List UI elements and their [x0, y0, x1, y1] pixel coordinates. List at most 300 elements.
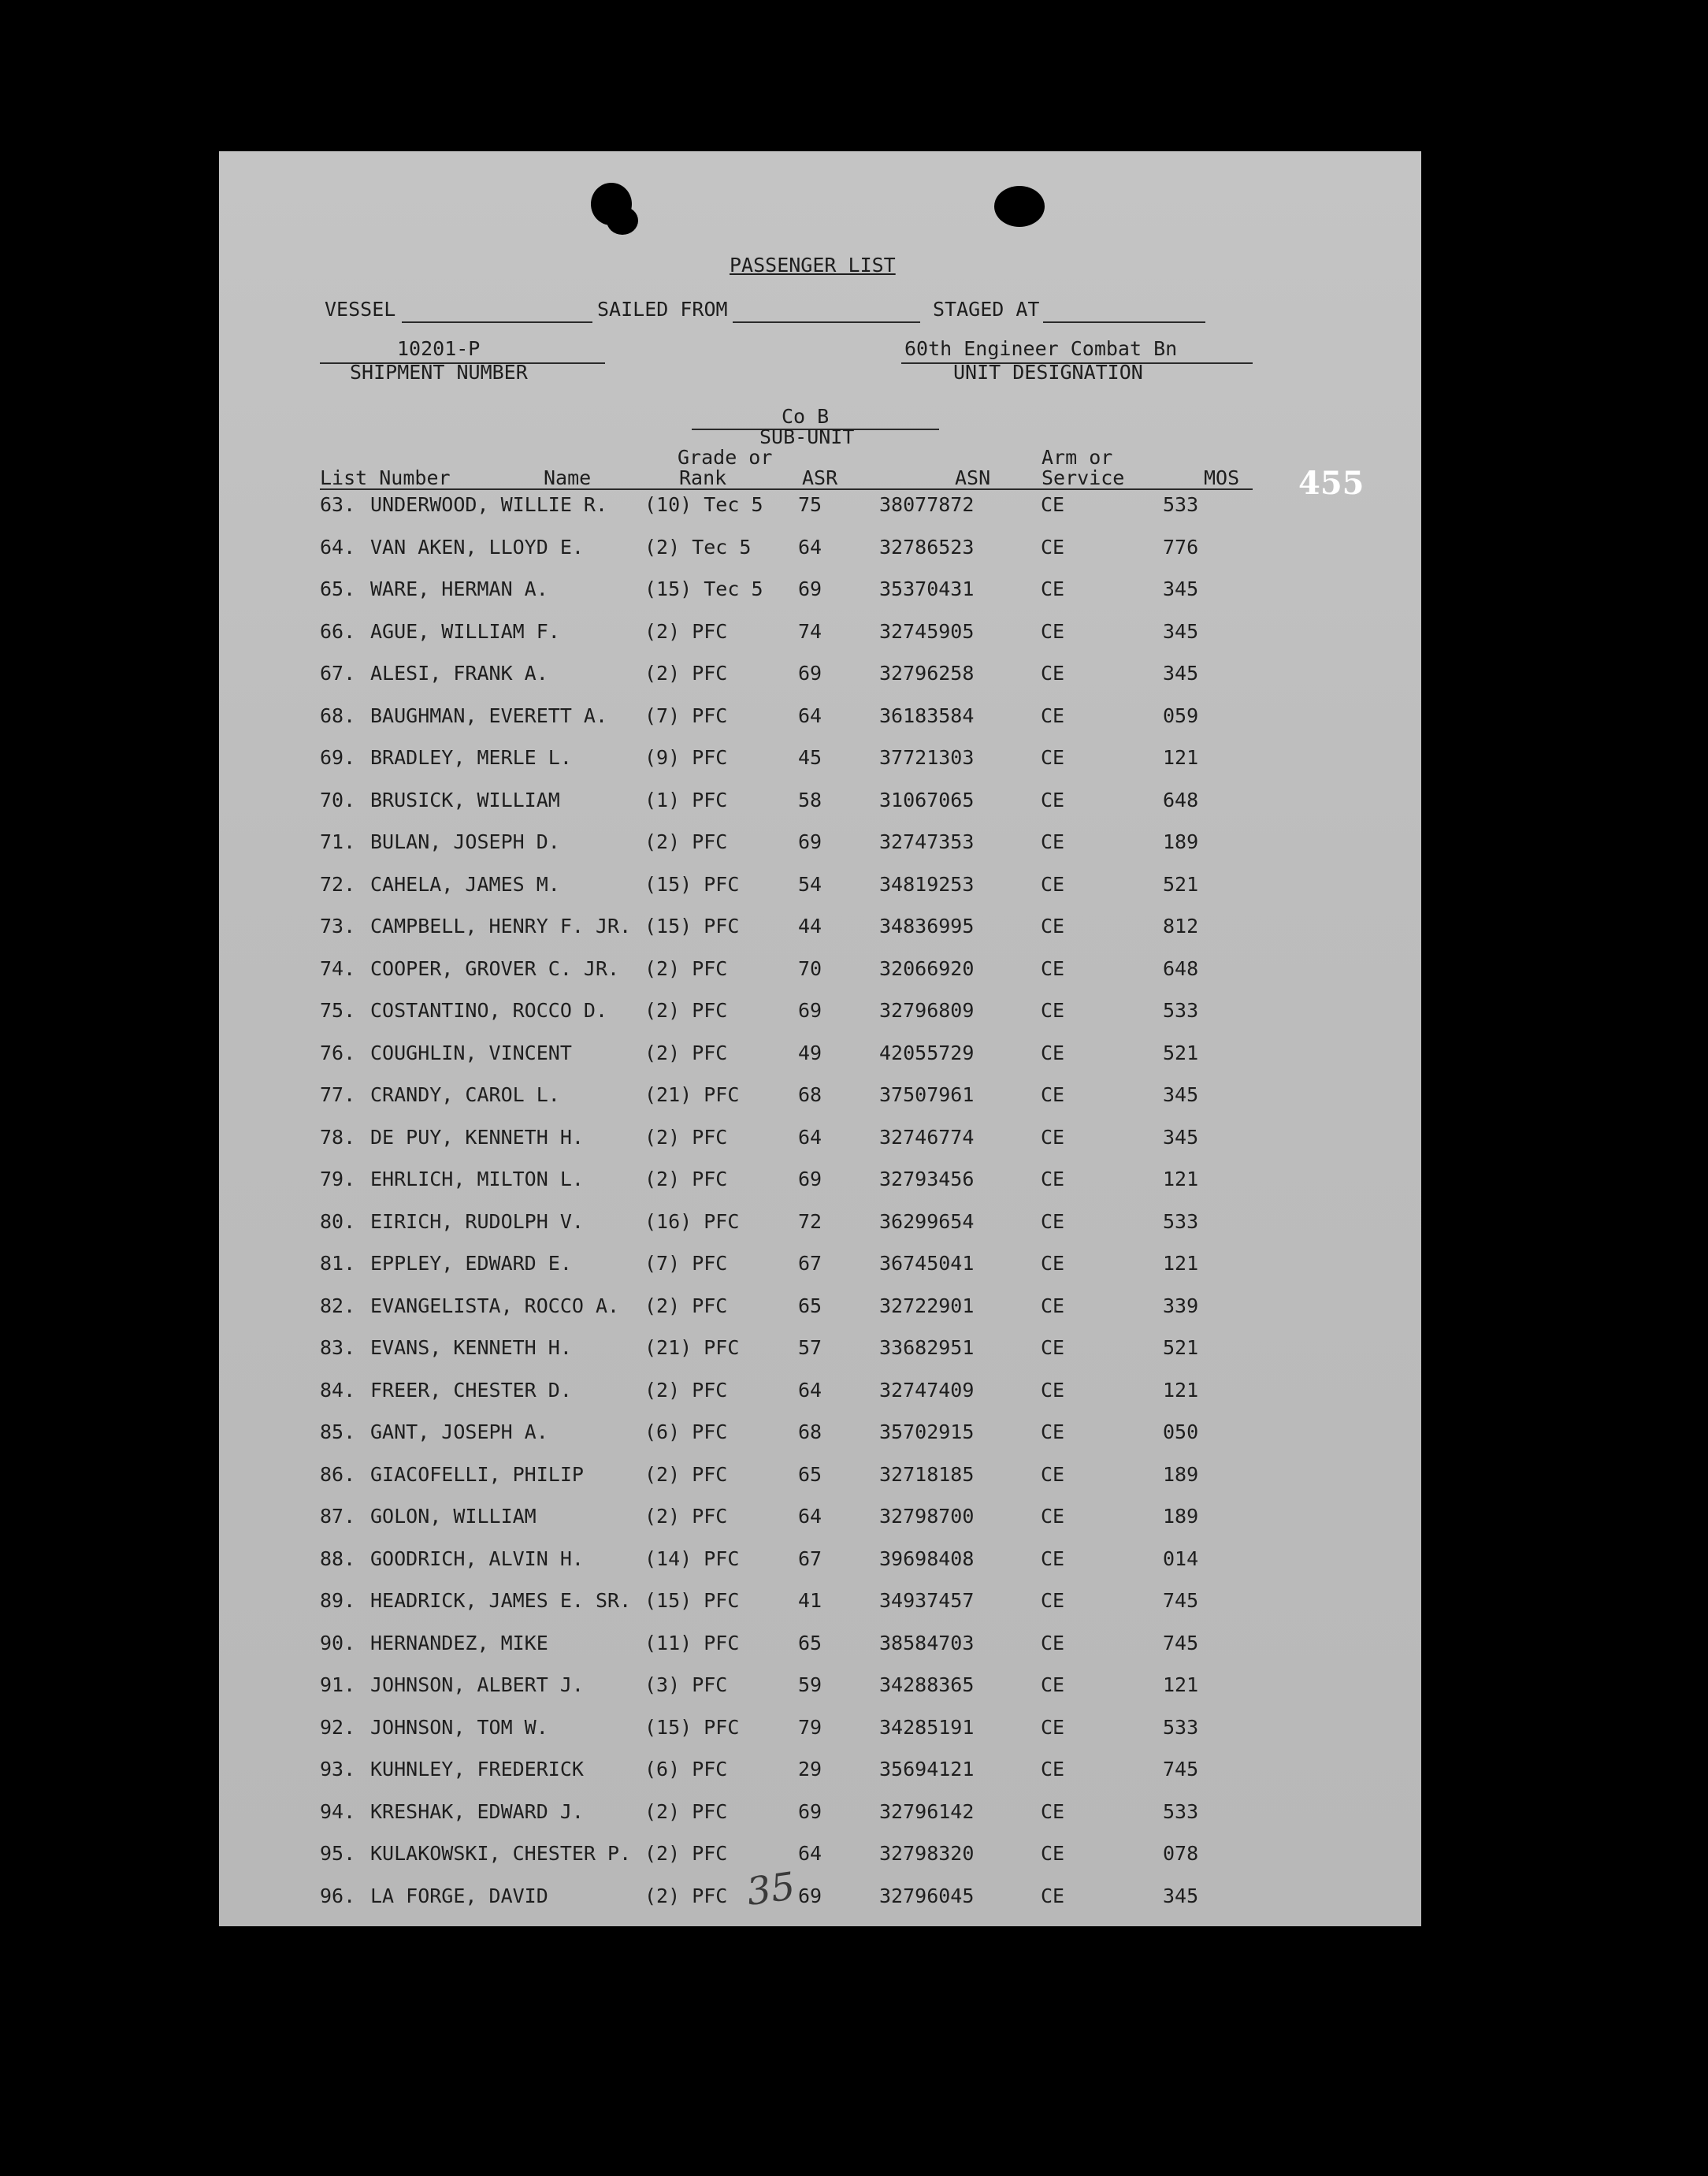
asn-cell: 34819253 [879, 872, 975, 896]
list-number-cell: 67. [320, 662, 356, 685]
mos-cell: 533 [1163, 1209, 1199, 1233]
mos-cell: 345 [1163, 619, 1199, 643]
asr-cell: 44 [798, 915, 822, 938]
passenger-name-cell: EVANS, KENNETH H. [370, 1336, 572, 1359]
passenger-name-cell: FREER, CHESTER D. [370, 1378, 572, 1402]
sub-unit-label: SUB-UNIT [759, 425, 855, 448]
asn-cell: 33682951 [879, 1336, 975, 1359]
asn-cell: 32745905 [879, 619, 975, 643]
asn-cell: 32746774 [879, 1125, 975, 1149]
grade-cell: (21) PFC [644, 1083, 740, 1106]
list-number-cell: 65. [320, 577, 356, 600]
passenger-name-cell: HEADRICK, JAMES E. SR. [370, 1589, 632, 1612]
arm-service-cell: CE [1041, 1631, 1065, 1654]
asr-cell: 69 [798, 1168, 822, 1190]
arm-service-cell: CE [1041, 1294, 1065, 1317]
header-name: Name [544, 466, 592, 489]
arm-service-cell: CE [1041, 1758, 1065, 1781]
mos-cell: 059 [1163, 704, 1199, 727]
asn-cell: 37721303 [879, 746, 975, 769]
grade-cell: (10) Tec 5 [644, 493, 763, 516]
header-asn: ASN [955, 466, 991, 489]
passenger-name-cell: BRUSICK, WILLIAM [370, 788, 560, 811]
arm-service-cell: CE [1041, 1252, 1065, 1275]
list-number-cell: 90. [320, 1631, 356, 1654]
grade-cell: (11) PFC [644, 1631, 740, 1654]
asr-cell: 69 [798, 1799, 822, 1823]
table-row [219, 577, 1421, 609]
mos-cell: 533 [1163, 1715, 1199, 1739]
asr-cell: 64 [798, 535, 822, 559]
asr-cell: 75 [798, 493, 822, 516]
asr-cell: 64 [798, 1505, 822, 1528]
handwritten-note: 35 [744, 1864, 798, 1914]
table-row [219, 1885, 1421, 1916]
grade-cell: (2) PFC [644, 1799, 728, 1823]
passenger-name-cell: COOPER, GROVER C. JR. [370, 956, 620, 980]
table-row [219, 1632, 1421, 1663]
mos-cell: 345 [1163, 577, 1199, 600]
asr-cell: 65 [798, 1294, 822, 1317]
asn-cell: 36183584 [879, 704, 975, 727]
arm-service-cell: CE [1041, 1125, 1065, 1149]
list-number-cell: 80. [320, 1209, 356, 1233]
list-number-cell: 84. [320, 1378, 356, 1402]
grade-cell: (2) PFC [644, 1842, 728, 1865]
arm-service-cell: CE [1041, 662, 1065, 685]
passenger-name-cell: COSTANTINO, ROCCO D. [370, 999, 608, 1022]
asn-cell: 31067065 [879, 788, 975, 811]
asr-cell: 79 [798, 1715, 822, 1739]
asr-cell: 64 [798, 704, 822, 727]
arm-service-cell: CE [1041, 1041, 1065, 1064]
list-number-cell: 83. [320, 1336, 356, 1359]
passenger-name-cell: WARE, HERMAN A. [370, 577, 548, 600]
passenger-name-cell: JOHNSON, TOM W. [370, 1715, 548, 1739]
list-number-cell: 82. [320, 1294, 356, 1317]
mos-cell: 648 [1163, 956, 1199, 980]
list-number-cell: 85. [320, 1420, 356, 1443]
asr-cell: 64 [798, 1125, 822, 1149]
list-number-cell: 94. [320, 1799, 356, 1823]
table-row [219, 620, 1421, 652]
arm-service-cell: CE [1041, 1715, 1065, 1739]
shipment-number-label: SHIPMENT NUMBER [350, 361, 528, 384]
arm-service-cell: CE [1041, 1799, 1065, 1823]
table-row [219, 999, 1421, 1030]
table-row [219, 536, 1421, 567]
arm-service-cell: CE [1041, 1842, 1065, 1865]
list-number-cell: 89. [320, 1589, 356, 1612]
table-row [219, 1800, 1421, 1832]
list-number-cell: 78. [320, 1125, 356, 1149]
passenger-name-cell: AGUE, WILLIAM F. [370, 619, 560, 643]
mos-cell: 121 [1163, 1168, 1199, 1190]
grade-cell: (2) PFC [644, 1294, 728, 1317]
grade-cell: (15) PFC [644, 915, 740, 938]
grade-cell: (15) PFC [644, 1589, 740, 1612]
asn-cell: 35694121 [879, 1758, 975, 1781]
grade-cell: (2) PFC [644, 999, 728, 1022]
list-number-cell: 79. [320, 1168, 356, 1190]
list-number-cell: 75. [320, 999, 356, 1022]
mos-cell: 533 [1163, 493, 1199, 516]
list-number-cell: 81. [320, 1252, 356, 1275]
asn-cell: 36299654 [879, 1209, 975, 1233]
asn-cell: 35370431 [879, 577, 975, 600]
mos-cell: 014 [1163, 1547, 1199, 1570]
asr-cell: 67 [798, 1547, 822, 1570]
passenger-name-cell: VAN AKEN, LLOYD E. [370, 535, 584, 559]
passenger-name-cell: LA FORGE, DAVID [370, 1884, 548, 1907]
table-row [219, 1716, 1421, 1747]
list-number-cell: 77. [320, 1083, 356, 1106]
list-number-cell: 93. [320, 1758, 356, 1781]
asn-cell: 32718185 [879, 1462, 975, 1486]
grade-cell: (2) PFC [644, 830, 728, 853]
passenger-name-cell: ALESI, FRANK A. [370, 662, 548, 685]
mos-cell: 533 [1163, 1799, 1199, 1823]
staged-at-line [1043, 321, 1205, 323]
header-underline [320, 488, 1253, 490]
mos-cell: 189 [1163, 830, 1199, 853]
asr-cell: 74 [798, 619, 822, 643]
asn-cell: 32747409 [879, 1378, 975, 1402]
shipment-number-value: 10201-P [397, 337, 481, 360]
grade-cell: (14) PFC [644, 1547, 740, 1570]
table-row [219, 1758, 1421, 1789]
table-row [219, 746, 1421, 778]
grade-cell: (2) PFC [644, 956, 728, 980]
mos-cell: 121 [1163, 1252, 1199, 1275]
asn-cell: 32798320 [879, 1842, 975, 1865]
asr-cell: 72 [798, 1209, 822, 1233]
arm-service-cell: CE [1041, 493, 1065, 516]
table-row [219, 1673, 1421, 1705]
table-row [219, 873, 1421, 904]
table-row [219, 1083, 1421, 1115]
passenger-name-cell: EIRICH, RUDOLPH V. [370, 1209, 584, 1233]
punch-hole-right [994, 186, 1045, 227]
grade-cell: (2) PFC [644, 1462, 728, 1486]
unit-designation-value: 60th Engineer Combat Bn [904, 337, 1178, 360]
asn-cell: 32796142 [879, 1799, 975, 1823]
table-row [219, 1379, 1421, 1410]
mos-cell: 776 [1163, 535, 1199, 559]
asn-cell: 32747353 [879, 830, 975, 853]
list-number-cell: 91. [320, 1673, 356, 1696]
asn-cell: 32796809 [879, 999, 975, 1022]
asr-cell: 49 [798, 1041, 822, 1064]
list-number-cell: 64. [320, 535, 356, 559]
passenger-name-cell: CRANDY, CAROL L. [370, 1083, 560, 1106]
mos-cell: 648 [1163, 788, 1199, 811]
asn-cell: 38584703 [879, 1631, 975, 1654]
arm-service-cell: CE [1041, 1083, 1065, 1106]
arm-service-cell: CE [1041, 1462, 1065, 1486]
passenger-name-cell: EPPLEY, EDWARD E. [370, 1252, 572, 1275]
mos-cell: 121 [1163, 746, 1199, 769]
mos-cell: 745 [1163, 1631, 1199, 1654]
grade-cell: (3) PFC [644, 1673, 728, 1696]
mos-cell: 521 [1163, 1336, 1199, 1359]
grade-cell: (2) PFC [644, 1505, 728, 1528]
grade-cell: (7) PFC [644, 1252, 728, 1275]
list-number-cell: 87. [320, 1505, 356, 1528]
arm-service-cell: CE [1041, 956, 1065, 980]
asn-cell: 32786523 [879, 535, 975, 559]
asr-cell: 59 [798, 1673, 822, 1696]
arm-service-cell: CE [1041, 872, 1065, 896]
table-row [219, 1505, 1421, 1536]
grade-cell: (2) PFC [644, 1125, 728, 1149]
table-row [219, 1252, 1421, 1283]
asn-cell: 32796045 [879, 1884, 975, 1907]
asr-cell: 65 [798, 1631, 822, 1654]
mos-cell: 745 [1163, 1758, 1199, 1781]
header-grade-line1: Grade or [678, 446, 773, 469]
table-row [219, 1463, 1421, 1495]
asr-cell: 64 [798, 1842, 822, 1865]
mos-cell: 345 [1163, 1083, 1199, 1106]
table-row [219, 1126, 1421, 1157]
mos-cell: 121 [1163, 1673, 1199, 1696]
passenger-name-cell: HERNANDEZ, MIKE [370, 1631, 548, 1654]
passenger-name-cell: EVANGELISTA, ROCCO A. [370, 1294, 620, 1317]
asr-cell: 69 [798, 830, 822, 853]
list-number-cell: 92. [320, 1715, 356, 1739]
mos-cell: 078 [1163, 1842, 1199, 1865]
mos-cell: 189 [1163, 1505, 1199, 1528]
passenger-name-cell: GOLON, WILLIAM [370, 1505, 537, 1528]
grade-cell: (2) PFC [644, 1378, 728, 1402]
passenger-name-cell: BRADLEY, MERLE L. [370, 746, 572, 769]
passenger-name-cell: JOHNSON, ALBERT J. [370, 1673, 584, 1696]
list-number-cell: 63. [320, 493, 356, 516]
table-row [219, 704, 1421, 736]
list-number-cell: 73. [320, 915, 356, 938]
asr-cell: 67 [798, 1252, 822, 1275]
passenger-name-cell: KUHNLEY, FREDERICK [370, 1758, 584, 1781]
grade-cell: (2) PFC [644, 1884, 728, 1907]
sailed-from-label: SAILED FROM [597, 298, 728, 321]
grade-cell: (2) PFC [644, 1168, 728, 1190]
asn-cell: 34836995 [879, 915, 975, 938]
table-row [219, 1294, 1421, 1326]
asr-cell: 58 [798, 788, 822, 811]
asn-cell: 39698408 [879, 1547, 975, 1570]
asr-cell: 68 [798, 1083, 822, 1106]
asr-cell: 57 [798, 1336, 822, 1359]
asr-cell: 70 [798, 956, 822, 980]
arm-service-cell: CE [1041, 788, 1065, 811]
header-asr: ASR [802, 466, 838, 489]
passenger-name-cell: GOODRICH, ALVIN H. [370, 1547, 584, 1570]
list-number-cell: 96. [320, 1884, 356, 1907]
asr-cell: 65 [798, 1462, 822, 1486]
table-row [219, 1168, 1421, 1199]
asn-cell: 34937457 [879, 1589, 975, 1612]
arm-service-cell: CE [1041, 1378, 1065, 1402]
asr-cell: 41 [798, 1589, 822, 1612]
arm-service-cell: CE [1041, 1884, 1065, 1907]
grade-cell: (2) PFC [644, 1041, 728, 1064]
table-row [219, 789, 1421, 820]
table-row [219, 1589, 1421, 1621]
arm-service-cell: CE [1041, 1505, 1065, 1528]
mos-cell: 121 [1163, 1378, 1199, 1402]
grade-cell: (15) PFC [644, 872, 740, 896]
mos-cell: 050 [1163, 1420, 1199, 1443]
asn-cell: 37507961 [879, 1083, 975, 1106]
passenger-name-cell: DE PUY, KENNETH H. [370, 1125, 584, 1149]
asn-cell: 34288365 [879, 1673, 975, 1696]
arm-service-cell: CE [1041, 1420, 1065, 1443]
vessel-label: VESSEL [325, 298, 396, 321]
table-row [219, 1042, 1421, 1073]
asn-cell: 38077872 [879, 493, 975, 516]
arm-service-cell: CE [1041, 830, 1065, 853]
list-number-cell: 88. [320, 1547, 356, 1570]
header-grade-line2: Rank [679, 466, 727, 489]
asr-cell: 68 [798, 1420, 822, 1443]
table-row [219, 493, 1421, 525]
asn-cell: 42055729 [879, 1041, 975, 1064]
arm-service-cell: CE [1041, 619, 1065, 643]
asr-cell: 69 [798, 577, 822, 600]
grade-cell: (16) PFC [644, 1209, 740, 1233]
list-number-cell: 70. [320, 788, 356, 811]
document-title: PASSENGER LIST [730, 254, 896, 277]
grade-cell: (6) PFC [644, 1420, 728, 1443]
passenger-name-cell: BAUGHMAN, EVERETT A. [370, 704, 608, 727]
passenger-name-cell: GANT, JOSEPH A. [370, 1420, 548, 1443]
asr-cell: 69 [798, 662, 822, 685]
header-list-number: List Number [320, 466, 451, 489]
passenger-name-cell: COUGHLIN, VINCENT [370, 1041, 572, 1064]
list-number-cell: 72. [320, 872, 356, 896]
list-number-cell: 68. [320, 704, 356, 727]
list-number-cell: 86. [320, 1462, 356, 1486]
arm-service-cell: CE [1041, 1336, 1065, 1359]
asn-cell: 34285191 [879, 1715, 975, 1739]
arm-service-cell: CE [1041, 704, 1065, 727]
mos-cell: 745 [1163, 1589, 1199, 1612]
grade-cell: (2) PFC [644, 619, 728, 643]
grade-cell: (2) Tec 5 [644, 535, 752, 559]
asr-cell: 69 [798, 1884, 822, 1907]
asr-cell: 29 [798, 1758, 822, 1781]
table-row [219, 1547, 1421, 1579]
vessel-line [402, 321, 592, 323]
arm-service-cell: CE [1041, 1168, 1065, 1190]
arm-service-cell: CE [1041, 915, 1065, 938]
arm-service-cell: CE [1041, 1589, 1065, 1612]
punch-hole-left-smudge [607, 206, 638, 235]
grade-cell: (9) PFC [644, 746, 728, 769]
arm-service-cell: CE [1041, 999, 1065, 1022]
table-row [219, 1420, 1421, 1452]
arm-service-cell: CE [1041, 746, 1065, 769]
mos-cell: 521 [1163, 1041, 1199, 1064]
arm-service-cell: CE [1041, 577, 1065, 600]
grade-cell: (6) PFC [644, 1758, 728, 1781]
passenger-name-cell: GIACOFELLI, PHILIP [370, 1462, 584, 1486]
grade-cell: (2) PFC [644, 662, 728, 685]
document-page [219, 151, 1421, 1926]
asn-cell: 32066920 [879, 956, 975, 980]
list-number-cell: 95. [320, 1842, 356, 1865]
page-number: 455 [1298, 465, 1365, 502]
grade-cell: (1) PFC [644, 788, 728, 811]
header-arm-line1: Arm or [1042, 446, 1113, 469]
mos-cell: 812 [1163, 915, 1199, 938]
asr-cell: 45 [798, 746, 822, 769]
table-row [219, 1210, 1421, 1242]
arm-service-cell: CE [1041, 535, 1065, 559]
table-row [219, 1336, 1421, 1368]
grade-cell: (7) PFC [644, 704, 728, 727]
passenger-name-cell: UNDERWOOD, WILLIE R. [370, 493, 608, 516]
header-arm-line2: Service [1042, 466, 1125, 489]
passenger-name-cell: BULAN, JOSEPH D. [370, 830, 560, 853]
sub-unit-value: Co B [782, 405, 830, 428]
passenger-name-cell: KULAKOWSKI, CHESTER P. [370, 1842, 632, 1865]
mos-cell: 339 [1163, 1294, 1199, 1317]
list-number-cell: 69. [320, 746, 356, 769]
header-mos: MOS [1204, 466, 1240, 489]
asn-cell: 32793456 [879, 1168, 975, 1190]
passenger-name-cell: KRESHAK, EDWARD J. [370, 1799, 584, 1823]
grade-cell: (21) PFC [644, 1336, 740, 1359]
mos-cell: 533 [1163, 999, 1199, 1022]
mos-cell: 345 [1163, 1125, 1199, 1149]
staged-at-label: STAGED AT [933, 298, 1040, 321]
asr-cell: 69 [798, 999, 822, 1022]
mos-cell: 189 [1163, 1462, 1199, 1486]
mos-cell: 345 [1163, 662, 1199, 685]
list-number-cell: 66. [320, 619, 356, 643]
asr-cell: 54 [798, 872, 822, 896]
table-row [219, 957, 1421, 989]
asn-cell: 36745041 [879, 1252, 975, 1275]
asr-cell: 64 [798, 1378, 822, 1402]
arm-service-cell: CE [1041, 1673, 1065, 1696]
sailed-from-line [733, 321, 920, 323]
passenger-name-cell: EHRLICH, MILTON L. [370, 1168, 584, 1190]
unit-designation-label: UNIT DESIGNATION [953, 361, 1143, 384]
passenger-name-cell: CAMPBELL, HENRY F. JR. [370, 915, 632, 938]
mos-cell: 521 [1163, 872, 1199, 896]
asn-cell: 32796258 [879, 662, 975, 685]
arm-service-cell: CE [1041, 1547, 1065, 1570]
list-number-cell: 71. [320, 830, 356, 853]
list-number-cell: 74. [320, 956, 356, 980]
arm-service-cell: CE [1041, 1209, 1065, 1233]
mos-cell: 345 [1163, 1884, 1199, 1907]
table-row [219, 830, 1421, 862]
asn-cell: 32798700 [879, 1505, 975, 1528]
grade-cell: (15) PFC [644, 1715, 740, 1739]
list-number-cell: 76. [320, 1041, 356, 1064]
asn-cell: 35702915 [879, 1420, 975, 1443]
grade-cell: (15) Tec 5 [644, 577, 763, 600]
passenger-name-cell: CAHELA, JAMES M. [370, 872, 560, 896]
table-row [219, 915, 1421, 946]
table-row [219, 1842, 1421, 1873]
asn-cell: 32722901 [879, 1294, 975, 1317]
table-row [219, 662, 1421, 693]
